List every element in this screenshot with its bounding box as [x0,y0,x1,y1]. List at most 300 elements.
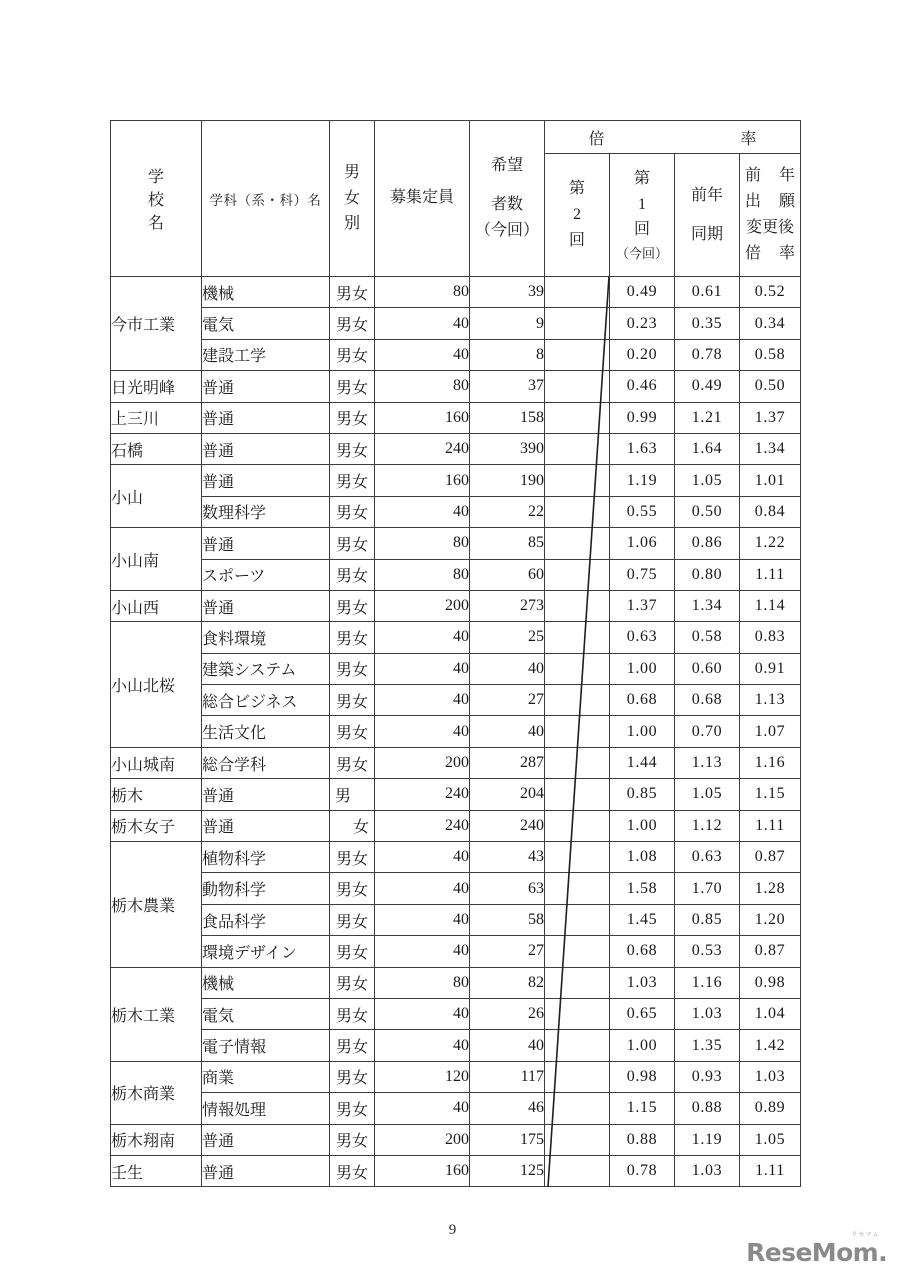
cell-round2-ratio [545,308,610,339]
cell-prev-changed-ratio: 0.98 [740,967,801,998]
cell-prev-same-ratio: 0.35 [675,308,740,339]
cell-round1-ratio: 1.45 [610,904,675,935]
cell-hope-count: 240 [470,810,545,841]
cell-quota: 200 [375,590,470,621]
cell-hope-count: 26 [470,998,545,1029]
cell-hope-count: 82 [470,967,545,998]
table-row [111,402,801,433]
cell-round1-ratio: 0.65 [610,998,675,1029]
cell-prev-same-ratio: 0.68 [675,685,740,716]
cell-gender: 男女 [330,559,375,590]
table-row [111,308,801,339]
header-prev-changed-line-4: 願 [778,193,795,211]
cell-prev-changed-ratio: 1.15 [740,779,801,810]
cell-round1-ratio: 0.63 [610,622,675,653]
table-row [111,559,801,590]
header-prev-changed-row-1 [745,163,795,189]
cell-prev-same-ratio: 1.21 [675,402,740,433]
cell-round1-ratio: 1.63 [610,433,675,464]
cell-hope-count: 287 [470,747,545,778]
header-gender-line-3: 別 [343,215,360,233]
header-prev-changed [740,154,801,277]
header-gender [330,121,375,277]
cell-quota: 160 [375,402,470,433]
cell-round2-ratio [545,653,610,684]
cell-gender: 男女 [330,622,375,653]
admissions-table [110,120,801,1187]
page-number: 9 [448,1222,457,1238]
table-row [111,590,801,621]
cell-round2-ratio [545,339,610,370]
cell-prev-changed-ratio: 0.87 [740,842,801,873]
cell-round2-ratio [545,277,610,308]
cell-round2-ratio [545,465,610,496]
header-prev-changed-line-1: 前 [745,167,762,185]
cell-quota: 80 [375,559,470,590]
cell-gender: 男女 [330,1093,375,1124]
table-row [111,496,801,527]
table-row [111,685,801,716]
cell-prev-changed-ratio: 1.28 [740,873,801,904]
cell-hope-count: 60 [470,559,545,590]
watermark-ruby: リセマム [851,1232,880,1238]
cell-prev-changed-ratio: 0.34 [740,308,801,339]
header-prev-changed-line-5: 変更後 [746,219,795,236]
table-body [111,277,801,1187]
cell-round1-ratio: 0.68 [610,936,675,967]
header-gender-line-2: 女 [343,189,360,207]
cell-prev-same-ratio: 1.05 [675,779,740,810]
cell-round2-ratio [545,559,610,590]
cell-prev-same-ratio: 0.63 [675,842,740,873]
cell-round1-ratio: 1.08 [610,842,675,873]
cell-round2-ratio [545,528,610,559]
header-group-row [111,121,801,154]
cell-round1-ratio: 1.00 [610,653,675,684]
cell-quota: 160 [375,1155,470,1186]
cell-gender: 女 [330,810,375,841]
cell-quota: 40 [375,685,470,716]
table-row [111,528,801,559]
header-round2-line-1: 第 [568,180,585,198]
cell-round2-ratio [545,1030,610,1061]
cell-quota: 40 [375,496,470,527]
cell-school: 栃木 [111,779,202,810]
cell-gender: 男女 [330,590,375,621]
header-prev-same-stack [675,183,739,248]
cell-prev-same-ratio: 1.05 [675,465,740,496]
cell-course: 普通 [202,371,330,402]
header-prev-changed-line-2: 年 [778,167,795,185]
cell-hope-count: 40 [470,653,545,684]
cell-gender: 男女 [330,1030,375,1061]
cell-gender: 男女 [330,1124,375,1155]
cell-gender: 男女 [330,402,375,433]
cell-round1-ratio: 0.68 [610,685,675,716]
cell-course: 情報処理 [202,1093,330,1124]
cell-hope-count: 27 [470,685,545,716]
cell-quota: 40 [375,1093,470,1124]
cell-prev-changed-ratio: 0.91 [740,653,801,684]
cell-round2-ratio [545,747,610,778]
cell-gender: 男 [330,779,375,810]
cell-prev-changed-ratio: 1.14 [740,590,801,621]
cell-round2-ratio [545,936,610,967]
header-gender-line-1: 男 [343,163,360,181]
cell-course: 電気 [202,998,330,1029]
cell-course: 商業 [202,1061,330,1092]
cell-hope-count: 37 [470,371,545,402]
cell-round2-ratio [545,842,610,873]
cell-quota: 80 [375,967,470,998]
header-hope-line-3: （今回） [474,221,539,239]
cell-prev-same-ratio: 1.19 [675,1124,740,1155]
cell-prev-changed-ratio: 1.04 [740,998,801,1029]
cell-quota: 240 [375,779,470,810]
cell-prev-same-ratio: 1.34 [675,590,740,621]
cell-course: 普通 [202,528,330,559]
cell-prev-same-ratio: 0.85 [675,904,740,935]
cell-hope-count: 85 [470,528,545,559]
cell-quota: 120 [375,1061,470,1092]
cell-prev-changed-ratio: 0.84 [740,496,801,527]
cell-school: 小山北桜 [111,622,202,748]
cell-prev-same-ratio: 1.16 [675,967,740,998]
cell-gender: 男女 [330,465,375,496]
cell-quota: 40 [375,873,470,904]
cell-course: 普通 [202,590,330,621]
cell-prev-changed-ratio: 1.01 [740,465,801,496]
table-row [111,277,801,308]
cell-prev-changed-ratio: 0.89 [740,1093,801,1124]
cell-quota: 40 [375,998,470,1029]
table-row [111,371,801,402]
cell-round1-ratio: 1.19 [610,465,675,496]
header-prev-same-line-1: 前年 [690,186,723,204]
header-round2-stack [545,176,609,254]
header-prev-same-line-2: 同期 [690,225,723,243]
cell-prev-same-ratio: 1.70 [675,873,740,904]
cell-course: 植物科学 [202,842,330,873]
cell-course: 数理科学 [202,496,330,527]
cell-school: 栃木農業 [111,842,202,968]
cell-gender: 男女 [330,1061,375,1092]
cell-round1-ratio: 1.44 [610,747,675,778]
cell-round2-ratio [545,967,610,998]
cell-quota: 40 [375,653,470,684]
cell-prev-same-ratio: 0.53 [675,936,740,967]
cell-prev-changed-ratio: 1.16 [740,747,801,778]
cell-hope-count: 117 [470,1061,545,1092]
table-row [111,1061,801,1092]
cell-round1-ratio: 0.55 [610,496,675,527]
cell-round1-ratio: 0.85 [610,779,675,810]
cell-round1-ratio: 0.23 [610,308,675,339]
cell-hope-count: 158 [470,402,545,433]
watermark-text: ReseMom. [746,1237,887,1267]
header-ratio-group [545,121,801,154]
cell-quota: 200 [375,1124,470,1155]
table-row [111,465,801,496]
cell-round2-ratio [545,685,610,716]
cell-hope-count: 27 [470,936,545,967]
header-course [202,121,330,277]
table-row [111,842,801,873]
cell-gender: 男女 [330,936,375,967]
cell-quota: 80 [375,528,470,559]
cell-quota: 40 [375,339,470,370]
cell-course: 普通 [202,465,330,496]
cell-hope-count: 63 [470,873,545,904]
cell-round1-ratio: 0.49 [610,277,675,308]
header-hope [470,121,545,277]
header-round1-line-1: 第 [633,169,650,187]
header-round1-line-3: 回 [633,221,650,239]
cell-round2-ratio [545,873,610,904]
table-row [111,339,801,370]
cell-hope-count: 39 [470,277,545,308]
cell-hope-count: 25 [470,622,545,653]
cell-course: 動物科学 [202,873,330,904]
cell-prev-changed-ratio: 0.52 [740,277,801,308]
table-row [111,967,801,998]
cell-course: 普通 [202,810,330,841]
cell-hope-count: 40 [470,716,545,747]
cell-prev-changed-ratio: 1.22 [740,528,801,559]
cell-hope-count: 390 [470,433,545,464]
cell-hope-count: 204 [470,779,545,810]
cell-round1-ratio: 1.15 [610,1093,675,1124]
cell-course: 生活文化 [202,716,330,747]
cell-quota: 40 [375,308,470,339]
header-hope-line-2: 者数 [490,196,523,214]
cell-prev-same-ratio: 1.35 [675,1030,740,1061]
cell-hope-count: 22 [470,496,545,527]
cell-round1-ratio: 0.46 [610,371,675,402]
cell-hope-count: 46 [470,1093,545,1124]
cell-hope-count: 190 [470,465,545,496]
cell-prev-same-ratio: 0.93 [675,1061,740,1092]
cell-prev-changed-ratio: 1.13 [740,685,801,716]
header-prev-changed-line-6: 倍 [745,244,762,262]
table-row [111,1030,801,1061]
cell-round1-ratio: 0.75 [610,559,675,590]
cell-course: スポーツ [202,559,330,590]
cell-prev-same-ratio: 0.86 [675,528,740,559]
cell-gender: 男女 [330,371,375,402]
table-row [111,904,801,935]
cell-quota: 40 [375,936,470,967]
table-header [111,121,801,277]
header-quota [375,121,470,277]
header-ratio-group-label: 倍 率 [588,130,779,148]
cell-course: 総合ビジネス [202,685,330,716]
cell-quota: 240 [375,810,470,841]
cell-prev-changed-ratio: 1.37 [740,402,801,433]
cell-round1-ratio: 1.58 [610,873,675,904]
cell-round2-ratio [545,1155,610,1186]
cell-gender: 男女 [330,685,375,716]
cell-school: 日光明峰 [111,371,202,402]
header-school-label: 学 校 名 [147,169,178,232]
cell-round1-ratio: 1.00 [610,716,675,747]
cell-course: 食料環境 [202,622,330,653]
cell-prev-changed-ratio: 1.34 [740,433,801,464]
cell-prev-same-ratio: 1.03 [675,1155,740,1186]
cell-round2-ratio [545,716,610,747]
cell-school: 上三川 [111,402,202,433]
cell-course: 電気 [202,308,330,339]
cell-prev-same-ratio: 0.50 [675,496,740,527]
cell-round2-ratio [545,622,610,653]
cell-prev-same-ratio: 0.88 [675,1093,740,1124]
header-round1-line-4: （今回） [615,246,668,262]
cell-prev-changed-ratio: 1.20 [740,904,801,935]
header-prev-changed-stack [740,163,800,267]
table-row [111,873,801,904]
header-prev-changed-line-3: 出 [745,193,762,211]
cell-quota: 40 [375,1030,470,1061]
cell-school: 壬生 [111,1155,202,1186]
cell-round1-ratio: 0.88 [610,1124,675,1155]
table-row [111,1093,801,1124]
cell-quota: 80 [375,371,470,402]
table-row [111,622,801,653]
cell-round2-ratio [545,371,610,402]
cell-gender: 男女 [330,653,375,684]
cell-course: 普通 [202,779,330,810]
header-prev-changed-row-2 [745,189,795,215]
table-row [111,810,801,841]
cell-prev-changed-ratio: 0.87 [740,936,801,967]
cell-course: 普通 [202,1155,330,1186]
cell-gender: 男女 [330,716,375,747]
table-row [111,936,801,967]
cell-school: 栃木工業 [111,967,202,1061]
cell-prev-changed-ratio: 1.11 [740,810,801,841]
cell-quota: 40 [375,622,470,653]
table-row [111,1124,801,1155]
header-prev-changed-row-3 [745,241,795,267]
cell-prev-changed-ratio: 0.50 [740,371,801,402]
cell-course: 総合学科 [202,747,330,778]
header-round1-stack [610,166,674,265]
cell-hope-count: 273 [470,590,545,621]
header-school [111,121,202,277]
cell-school: 石橋 [111,433,202,464]
cell-gender: 男女 [330,308,375,339]
cell-quota: 40 [375,716,470,747]
cell-hope-count: 43 [470,842,545,873]
cell-round2-ratio [545,810,610,841]
cell-hope-count: 40 [470,1030,545,1061]
cell-round1-ratio: 0.78 [610,1155,675,1186]
cell-course: 普通 [202,433,330,464]
cell-school: 小山 [111,465,202,528]
cell-quota: 80 [375,277,470,308]
cell-round2-ratio [545,779,610,810]
cell-gender: 男女 [330,967,375,998]
cell-course: 普通 [202,1124,330,1155]
cell-prev-same-ratio: 0.49 [675,371,740,402]
header-round1 [610,154,675,277]
header-prev-changed-line-7: 率 [778,244,795,262]
cell-prev-same-ratio: 0.80 [675,559,740,590]
cell-gender: 男女 [330,904,375,935]
cell-gender: 男女 [330,747,375,778]
header-prev-same [675,154,740,277]
cell-school: 今市工業 [111,277,202,371]
cell-round2-ratio [545,904,610,935]
cell-round1-ratio: 1.00 [610,1030,675,1061]
cell-round1-ratio: 0.99 [610,402,675,433]
cell-round2-ratio [545,402,610,433]
cell-school: 栃木翔南 [111,1124,202,1155]
header-round2 [545,154,610,277]
header-round2-line-2: 2 [573,206,581,224]
cell-prev-same-ratio: 0.58 [675,622,740,653]
cell-prev-changed-ratio: 0.83 [740,622,801,653]
cell-school: 栃木商業 [111,1061,202,1124]
cell-prev-same-ratio: 1.03 [675,998,740,1029]
cell-prev-same-ratio: 0.78 [675,339,740,370]
cell-hope-count: 175 [470,1124,545,1155]
cell-prev-changed-ratio: 1.42 [740,1030,801,1061]
cell-quota: 200 [375,747,470,778]
cell-round1-ratio: 1.00 [610,810,675,841]
cell-prev-same-ratio: 0.70 [675,716,740,747]
cell-school: 小山城南 [111,747,202,778]
table-row [111,433,801,464]
cell-round2-ratio [545,433,610,464]
cell-hope-count: 125 [470,1155,545,1186]
header-hope-line-1: 希望 [490,157,523,175]
cell-prev-changed-ratio: 1.11 [740,559,801,590]
cell-gender: 男女 [330,496,375,527]
cell-course: 機械 [202,277,330,308]
cell-prev-same-ratio: 1.64 [675,433,740,464]
header-gender-stack [330,160,374,238]
cell-course: 建設工学 [202,339,330,370]
table-row [111,747,801,778]
header-quota-label: 募集定員 [389,189,454,207]
cell-prev-same-ratio: 1.13 [675,747,740,778]
header-round1-line-2: 1 [638,195,646,213]
cell-round1-ratio: 1.06 [610,528,675,559]
cell-prev-changed-ratio: 1.05 [740,1124,801,1155]
cell-round1-ratio: 1.37 [610,590,675,621]
cell-school: 栃木女子 [111,810,202,841]
header-course-label: 学科（系・科）名 [209,192,322,208]
cell-gender: 男女 [330,277,375,308]
header-round2-line-3: 回 [568,231,585,249]
cell-school: 小山南 [111,528,202,591]
cell-quota: 160 [375,465,470,496]
cell-gender: 男女 [330,528,375,559]
cell-round2-ratio [545,496,610,527]
cell-quota: 40 [375,904,470,935]
cell-course: 建築システム [202,653,330,684]
cell-round2-ratio [545,1061,610,1092]
cell-gender: 男女 [330,433,375,464]
cell-gender: 男女 [330,339,375,370]
cell-gender: 男女 [330,998,375,1029]
cell-round2-ratio [545,590,610,621]
cell-quota: 240 [375,433,470,464]
cell-hope-count: 9 [470,308,545,339]
cell-course: 普通 [202,402,330,433]
cell-round1-ratio: 0.20 [610,339,675,370]
